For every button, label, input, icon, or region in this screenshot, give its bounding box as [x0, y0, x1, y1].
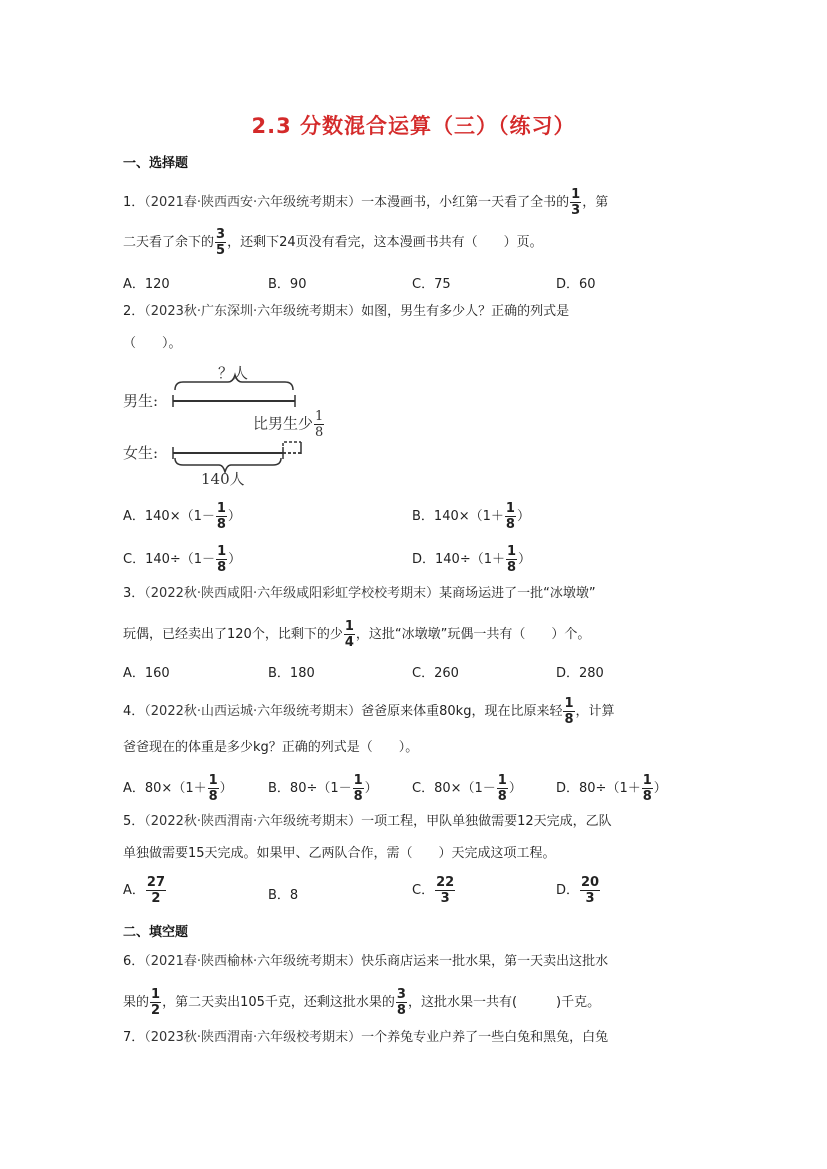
question-source: （2023秋·陕西渭南·六年级校考期末）: [144, 1030, 362, 1045]
fraction: $\frac{20}{3}$: [581, 875, 600, 906]
question-5-line-2: 单独做需要15天完成。如果甲、乙两队合作，需（ ）天完成这项工程。: [123, 846, 556, 861]
question-number: 1．: [123, 195, 145, 210]
option-a[interactable]: A． $\frac{27}{2}$: [123, 875, 165, 906]
option-c[interactable]: C． $\frac{22}{3}$: [412, 875, 455, 906]
question-1-line-2: [123, 228, 543, 257]
page-title: 2.3 分数混合运算（三）（练习）: [251, 114, 576, 138]
option-a[interactable]: A．120: [123, 277, 170, 292]
question-source: （2022秋·山西运城·六年级统考期末）: [144, 704, 362, 719]
question-source: （2022秋·陕西渭南·六年级统考期末）: [144, 814, 362, 829]
fraction: $\frac{1}{8}$: [505, 501, 515, 532]
question-text: ，这批“冰墩墩”玩偶一共有（ ）个。: [355, 627, 591, 642]
option-b[interactable]: B．8: [268, 888, 299, 903]
question-text: ，第二天卖出105千克，还剩这批水果的: [162, 995, 395, 1010]
question-number: 7．: [123, 1030, 145, 1045]
fraction: $\frac{1}{8}$: [315, 409, 324, 440]
question-number: 4．: [123, 704, 145, 719]
question-6-line-1: [123, 952, 608, 972]
question-source: （2021春·陕西西安·六年级统考期末）: [144, 195, 362, 210]
fraction: $\frac{1}{8}$: [353, 773, 363, 804]
question-number: 5．: [123, 814, 145, 829]
question-source: （2023秋·广东深圳·六年级统考期末）: [144, 304, 362, 319]
question-text: 快乐商店运来一批水果，第一天卖出这批水: [361, 954, 609, 969]
line-segment-diagram: [123, 362, 353, 487]
fraction: $\frac{1}{8}$: [642, 773, 652, 804]
option-b[interactable]: B．180: [268, 666, 315, 681]
question-text: 如图，男生有多少人？正确的列式是: [361, 304, 570, 319]
question-2-line-2: （ ）。: [123, 336, 182, 351]
question-text: 一本漫画书，小红第一天看了全书的: [361, 195, 570, 210]
question-source: （2021春·陕西榆林·六年级统考期末）: [144, 954, 362, 969]
fraction: $\frac{22}{3}$: [436, 875, 455, 906]
question-text: ，计算: [575, 704, 615, 719]
question-number: 3．: [123, 586, 145, 601]
section-heading-fill-blank: 二、填空题: [123, 925, 189, 940]
boy-label: 男生:: [123, 392, 159, 410]
option-b[interactable]: B．80÷（1－ $\frac{1}{8}$ ）: [268, 773, 378, 804]
section-heading-choice: 一、选择题: [123, 156, 189, 171]
question-source: （2022秋·陕西咸阳·六年级咸阳彩虹学校校考期末）: [144, 586, 440, 601]
girl-label: 女生:: [123, 444, 159, 462]
question-text: 二天看了余下的: [123, 235, 215, 250]
question-5-line-1: [123, 812, 612, 832]
difference-brace: [283, 442, 301, 446]
fraction: $\frac{1}{8}$: [208, 773, 218, 804]
fraction: $\frac{1}{8}$: [507, 544, 517, 575]
question-number: 2．: [123, 304, 145, 319]
option-c[interactable]: C．80×（1－ $\frac{1}{8}$ ）: [412, 773, 522, 804]
option-d[interactable]: D． $\frac{20}{3}$: [556, 875, 600, 906]
question-text: 某商场运进了一批“冰墩墩”: [439, 586, 596, 601]
option-c[interactable]: C．75: [412, 277, 451, 292]
question-4-line-2: 爸爸现在的体重是多少kg？正确的列式是（ ）。: [123, 740, 419, 755]
question-text: ，第: [582, 195, 609, 210]
question-3-line-2: [123, 620, 590, 649]
question-3-line-1: [123, 584, 596, 604]
boy-count-label: ？人: [218, 364, 249, 382]
question-text: 果的: [123, 995, 150, 1010]
compare-label: [253, 410, 325, 439]
fraction: $\frac{1}{4}$: [344, 619, 354, 650]
question-4-line-1: [123, 697, 615, 726]
question-2-line-1: [123, 302, 569, 322]
question-text: ，还剩下24页没有看完，这本漫画书共有（ ）页。: [227, 235, 543, 250]
question-7-line-1: [123, 1028, 608, 1048]
option-b[interactable]: B．140×（1＋ $\frac{1}{8}$ ）: [412, 501, 530, 532]
option-d[interactable]: D．280: [556, 666, 604, 681]
question-text: ，这批水果一共有( )千克。: [407, 995, 601, 1010]
fraction: $\frac{27}{2}$: [146, 875, 165, 906]
question-1-line-1: [123, 188, 608, 217]
option-d[interactable]: D．60: [556, 277, 596, 292]
girl-count-label: 140人: [201, 470, 245, 488]
option-a[interactable]: A．140×（1－ $\frac{1}{8}$ ）: [123, 501, 241, 532]
question-text: 一个养兔专业户养了一些白兔和黑兔，白兔: [361, 1030, 609, 1045]
question-text: 爸爸原来体重80kg，现在比原来轻: [361, 704, 563, 719]
fraction: $\frac{1}{2}$: [151, 987, 161, 1018]
question-text: 一项工程，甲队单独做需要12天完成，乙队: [361, 814, 612, 829]
option-d[interactable]: D．80÷（1＋ $\frac{1}{8}$ ）: [556, 773, 667, 804]
fraction: $\frac{3}{5}$: [216, 227, 226, 258]
fraction: $\frac{3}{8}$: [396, 987, 406, 1018]
fraction: $\frac{1}{8}$: [564, 696, 574, 727]
question-number: 6．: [123, 954, 145, 969]
fraction: $\frac{1}{8}$: [497, 773, 507, 804]
option-c[interactable]: C．140÷（1－ $\frac{1}{8}$ ）: [123, 544, 242, 575]
option-a[interactable]: A．80×（1＋ $\frac{1}{8}$ ）: [123, 773, 233, 804]
option-c[interactable]: C．260: [412, 666, 459, 681]
question-text: 玩偶，已经卖出了120个，比剩下的少: [123, 627, 343, 642]
compare-text: 比男生少: [253, 414, 314, 433]
fraction: $\frac{1}{8}$: [217, 544, 227, 575]
question-6-line-2: [123, 988, 600, 1017]
option-a[interactable]: A．160: [123, 666, 170, 681]
option-d[interactable]: D．140÷（1＋ $\frac{1}{8}$ ）: [412, 544, 532, 575]
fraction: $\frac{1}{8}$: [216, 501, 226, 532]
option-b[interactable]: B．90: [268, 277, 307, 292]
fraction: $\frac{1}{3}$: [571, 187, 581, 218]
